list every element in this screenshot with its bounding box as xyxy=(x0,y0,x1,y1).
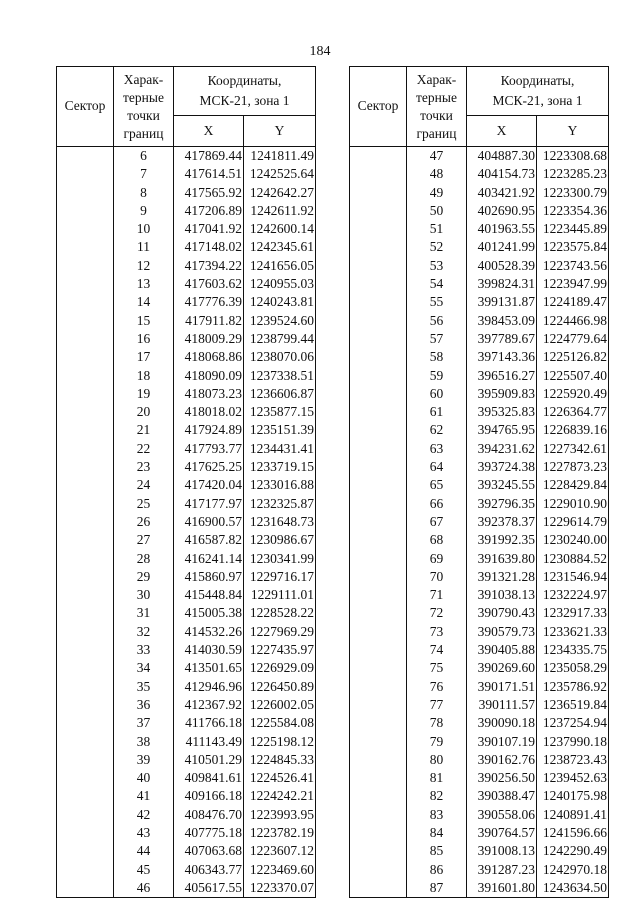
y-coordinate: 1223308.68 xyxy=(537,147,609,166)
point-number: 12 xyxy=(114,257,174,275)
y-coordinate: 1224845.33 xyxy=(244,751,316,769)
x-coordinate: 418009.29 xyxy=(174,330,244,348)
x-coordinate: 390107.19 xyxy=(467,733,537,751)
y-coordinate: 1237338.51 xyxy=(244,367,316,385)
y-coordinate: 1224189.47 xyxy=(537,293,609,311)
y-coordinate: 1235877.15 xyxy=(244,403,316,421)
point-number: 60 xyxy=(407,385,467,403)
y-coordinate: 1223469.60 xyxy=(244,861,316,879)
x-coordinate: 399824.31 xyxy=(467,275,537,293)
point-number: 16 xyxy=(114,330,174,348)
y-coordinate: 1242290.49 xyxy=(537,842,609,860)
x-coordinate: 414532.26 xyxy=(174,623,244,641)
point-number: 86 xyxy=(407,861,467,879)
point-number: 39 xyxy=(114,751,174,769)
x-coordinate: 391008.13 xyxy=(467,842,537,860)
y-coordinate: 1223993.95 xyxy=(244,806,316,824)
point-number: 13 xyxy=(114,275,174,293)
y-coordinate: 1223445.89 xyxy=(537,220,609,238)
point-number: 57 xyxy=(407,330,467,348)
y-coordinate: 1223285.23 xyxy=(537,165,609,183)
y-coordinate: 1226364.77 xyxy=(537,403,609,421)
point-number: 48 xyxy=(407,165,467,183)
header-point-line: точки xyxy=(420,107,453,123)
x-coordinate: 417625.25 xyxy=(174,458,244,476)
y-coordinate: 1226839.16 xyxy=(537,421,609,439)
point-number: 67 xyxy=(407,513,467,531)
y-coordinate: 1230986.67 xyxy=(244,531,316,549)
x-coordinate: 401241.99 xyxy=(467,238,537,256)
y-coordinate: 1243634.50 xyxy=(537,879,609,898)
y-coordinate: 1223370.07 xyxy=(244,879,316,898)
header-point-line: точки xyxy=(127,107,160,123)
y-coordinate: 1223607.12 xyxy=(244,842,316,860)
x-coordinate: 390162.76 xyxy=(467,751,537,769)
x-coordinate: 404154.73 xyxy=(467,165,537,183)
y-coordinate: 1235151.39 xyxy=(244,421,316,439)
x-coordinate: 391038.13 xyxy=(467,586,537,604)
x-coordinate: 415448.84 xyxy=(174,586,244,604)
point-number: 22 xyxy=(114,440,174,458)
point-number: 31 xyxy=(114,604,174,622)
y-coordinate: 1238070.06 xyxy=(244,348,316,366)
y-coordinate: 1230884.52 xyxy=(537,550,609,568)
point-number: 19 xyxy=(114,385,174,403)
table-row xyxy=(57,147,316,166)
y-coordinate: 1229111.01 xyxy=(244,586,316,604)
x-coordinate: 390790.43 xyxy=(467,604,537,622)
y-coordinate: 1240243.81 xyxy=(244,293,316,311)
point-number: 79 xyxy=(407,733,467,751)
y-coordinate: 1241596.66 xyxy=(537,824,609,842)
y-coordinate: 1226929.09 xyxy=(244,659,316,677)
header-coord-line: Координаты, xyxy=(500,73,575,88)
x-coordinate: 417420.04 xyxy=(174,476,244,494)
point-number: 58 xyxy=(407,348,467,366)
x-coordinate: 411143.49 xyxy=(174,733,244,751)
point-number: 32 xyxy=(114,623,174,641)
x-coordinate: 412946.96 xyxy=(174,678,244,696)
point-number: 72 xyxy=(407,604,467,622)
x-coordinate: 416587.82 xyxy=(174,531,244,549)
point-number: 80 xyxy=(407,751,467,769)
x-coordinate: 391287.23 xyxy=(467,861,537,879)
header-coord-line: МСК-21, зона 1 xyxy=(492,93,583,108)
y-coordinate: 1223575.84 xyxy=(537,238,609,256)
x-coordinate: 404887.30 xyxy=(467,147,537,166)
table-row xyxy=(350,147,609,166)
x-coordinate: 394231.62 xyxy=(467,440,537,458)
x-coordinate: 417603.62 xyxy=(174,275,244,293)
y-coordinate: 1233016.88 xyxy=(244,476,316,494)
x-coordinate: 390405.88 xyxy=(467,641,537,659)
y-coordinate: 1229010.90 xyxy=(537,495,609,513)
point-number: 29 xyxy=(114,568,174,586)
y-coordinate: 1223300.79 xyxy=(537,184,609,202)
table-body-left xyxy=(57,147,316,898)
point-number: 27 xyxy=(114,531,174,549)
point-number: 23 xyxy=(114,458,174,476)
point-number: 21 xyxy=(114,421,174,439)
point-number: 87 xyxy=(407,879,467,898)
x-coordinate: 395325.83 xyxy=(467,403,537,421)
x-coordinate: 393245.55 xyxy=(467,476,537,494)
x-coordinate: 398453.09 xyxy=(467,312,537,330)
sector-cell xyxy=(57,147,114,898)
x-coordinate: 415860.97 xyxy=(174,568,244,586)
x-coordinate: 399131.87 xyxy=(467,293,537,311)
coordinates-table-left xyxy=(56,66,316,898)
header-point-line: Харак- xyxy=(416,71,457,87)
point-number: 82 xyxy=(407,787,467,805)
y-coordinate: 1242345.61 xyxy=(244,238,316,256)
point-number: 6 xyxy=(114,147,174,166)
point-number: 81 xyxy=(407,769,467,787)
header-coord-line: Координаты, xyxy=(207,73,282,88)
x-coordinate: 417614.51 xyxy=(174,165,244,183)
x-coordinate: 409841.61 xyxy=(174,769,244,787)
y-coordinate: 1240175.98 xyxy=(537,787,609,805)
x-coordinate: 407063.68 xyxy=(174,842,244,860)
point-number: 65 xyxy=(407,476,467,494)
y-coordinate: 1239452.63 xyxy=(537,769,609,787)
y-coordinate: 1223782.19 xyxy=(244,824,316,842)
point-number: 53 xyxy=(407,257,467,275)
y-coordinate: 1227969.29 xyxy=(244,623,316,641)
header-coordinates xyxy=(174,67,316,116)
header-coordinates xyxy=(467,67,609,116)
point-number: 54 xyxy=(407,275,467,293)
x-coordinate: 413501.65 xyxy=(174,659,244,677)
y-coordinate: 1224466.98 xyxy=(537,312,609,330)
point-number: 75 xyxy=(407,659,467,677)
y-coordinate: 1223743.56 xyxy=(537,257,609,275)
header-point-line: терные xyxy=(416,89,457,105)
x-coordinate: 418018.02 xyxy=(174,403,244,421)
x-coordinate: 408476.70 xyxy=(174,806,244,824)
point-number: 20 xyxy=(114,403,174,421)
y-coordinate: 1224526.41 xyxy=(244,769,316,787)
point-number: 66 xyxy=(407,495,467,513)
y-coordinate: 1240891.41 xyxy=(537,806,609,824)
y-coordinate: 1242642.27 xyxy=(244,184,316,202)
y-coordinate: 1226002.05 xyxy=(244,696,316,714)
y-coordinate: 1238723.43 xyxy=(537,751,609,769)
header-characteristic-points xyxy=(407,67,467,147)
point-number: 36 xyxy=(114,696,174,714)
y-coordinate: 1231546.94 xyxy=(537,568,609,586)
y-coordinate: 1229716.17 xyxy=(244,568,316,586)
point-number: 71 xyxy=(407,586,467,604)
x-coordinate: 418090.09 xyxy=(174,367,244,385)
x-coordinate: 409166.18 xyxy=(174,787,244,805)
y-coordinate: 1225507.40 xyxy=(537,367,609,385)
header-y: Y xyxy=(244,116,316,147)
point-number: 64 xyxy=(407,458,467,476)
y-coordinate: 1224779.64 xyxy=(537,330,609,348)
point-number: 30 xyxy=(114,586,174,604)
y-coordinate: 1235786.92 xyxy=(537,678,609,696)
point-number: 35 xyxy=(114,678,174,696)
point-number: 26 xyxy=(114,513,174,531)
y-coordinate: 1237990.18 xyxy=(537,733,609,751)
x-coordinate: 390764.57 xyxy=(467,824,537,842)
header-point-line: Харак- xyxy=(123,71,164,87)
header-y: Y xyxy=(537,116,609,147)
point-number: 46 xyxy=(114,879,174,898)
y-coordinate: 1229614.79 xyxy=(537,513,609,531)
y-coordinate: 1225198.12 xyxy=(244,733,316,751)
point-number: 51 xyxy=(407,220,467,238)
y-coordinate: 1225126.82 xyxy=(537,348,609,366)
x-coordinate: 406343.77 xyxy=(174,861,244,879)
x-coordinate: 390256.50 xyxy=(467,769,537,787)
x-coordinate: 417565.92 xyxy=(174,184,244,202)
x-coordinate: 400528.39 xyxy=(467,257,537,275)
point-number: 18 xyxy=(114,367,174,385)
x-coordinate: 390111.57 xyxy=(467,696,537,714)
x-coordinate: 417041.92 xyxy=(174,220,244,238)
point-number: 15 xyxy=(114,312,174,330)
point-number: 45 xyxy=(114,861,174,879)
x-coordinate: 390090.18 xyxy=(467,714,537,732)
page-number: 184 xyxy=(309,44,331,59)
y-coordinate: 1242970.18 xyxy=(537,861,609,879)
header-point-line: границ xyxy=(416,125,457,141)
point-number: 24 xyxy=(114,476,174,494)
point-number: 41 xyxy=(114,787,174,805)
x-coordinate: 412367.92 xyxy=(174,696,244,714)
table-body-right xyxy=(350,147,609,898)
point-number: 74 xyxy=(407,641,467,659)
point-number: 49 xyxy=(407,184,467,202)
point-number: 7 xyxy=(114,165,174,183)
header-x: X xyxy=(174,116,244,147)
x-coordinate: 414030.59 xyxy=(174,641,244,659)
point-number: 84 xyxy=(407,824,467,842)
y-coordinate: 1225920.49 xyxy=(537,385,609,403)
y-coordinate: 1232917.33 xyxy=(537,604,609,622)
y-coordinate: 1241811.49 xyxy=(244,147,316,166)
x-coordinate: 416900.57 xyxy=(174,513,244,531)
header-sector: Сектор xyxy=(57,67,114,147)
x-coordinate: 393724.38 xyxy=(467,458,537,476)
x-coordinate: 390388.47 xyxy=(467,787,537,805)
x-coordinate: 407775.18 xyxy=(174,824,244,842)
point-number: 38 xyxy=(114,733,174,751)
header-sector: Сектор xyxy=(350,67,407,147)
x-coordinate: 390269.60 xyxy=(467,659,537,677)
header-point-line: терные xyxy=(123,89,164,105)
point-number: 77 xyxy=(407,696,467,714)
point-number: 85 xyxy=(407,842,467,860)
point-number: 10 xyxy=(114,220,174,238)
y-coordinate: 1231648.73 xyxy=(244,513,316,531)
sector-cell xyxy=(350,147,407,898)
x-coordinate: 415005.38 xyxy=(174,604,244,622)
y-coordinate: 1242600.14 xyxy=(244,220,316,238)
y-coordinate: 1238799.44 xyxy=(244,330,316,348)
point-number: 78 xyxy=(407,714,467,732)
point-number: 43 xyxy=(114,824,174,842)
x-coordinate: 417206.89 xyxy=(174,202,244,220)
point-number: 69 xyxy=(407,550,467,568)
point-number: 44 xyxy=(114,842,174,860)
point-number: 11 xyxy=(114,238,174,256)
point-number: 70 xyxy=(407,568,467,586)
point-number: 73 xyxy=(407,623,467,641)
x-coordinate: 417776.39 xyxy=(174,293,244,311)
point-number: 33 xyxy=(114,641,174,659)
y-coordinate: 1233621.33 xyxy=(537,623,609,641)
header-point-line: границ xyxy=(123,125,164,141)
x-coordinate: 410501.29 xyxy=(174,751,244,769)
x-coordinate: 417869.44 xyxy=(174,147,244,166)
x-coordinate: 397789.67 xyxy=(467,330,537,348)
x-coordinate: 391601.80 xyxy=(467,879,537,898)
x-coordinate: 403421.92 xyxy=(467,184,537,202)
y-coordinate: 1242611.92 xyxy=(244,202,316,220)
y-coordinate: 1233719.15 xyxy=(244,458,316,476)
point-number: 63 xyxy=(407,440,467,458)
x-coordinate: 392378.37 xyxy=(467,513,537,531)
y-coordinate: 1234431.41 xyxy=(244,440,316,458)
x-coordinate: 417911.82 xyxy=(174,312,244,330)
y-coordinate: 1228528.22 xyxy=(244,604,316,622)
y-coordinate: 1224242.21 xyxy=(244,787,316,805)
x-coordinate: 392796.35 xyxy=(467,495,537,513)
y-coordinate: 1242525.64 xyxy=(244,165,316,183)
y-coordinate: 1232325.87 xyxy=(244,495,316,513)
x-coordinate: 418068.86 xyxy=(174,348,244,366)
y-coordinate: 1236519.84 xyxy=(537,696,609,714)
point-number: 28 xyxy=(114,550,174,568)
point-number: 62 xyxy=(407,421,467,439)
x-coordinate: 417394.22 xyxy=(174,257,244,275)
x-coordinate: 397143.36 xyxy=(467,348,537,366)
x-coordinate: 394765.95 xyxy=(467,421,537,439)
point-number: 68 xyxy=(407,531,467,549)
x-coordinate: 402690.95 xyxy=(467,202,537,220)
y-coordinate: 1232224.97 xyxy=(537,586,609,604)
y-coordinate: 1239524.60 xyxy=(244,312,316,330)
point-number: 14 xyxy=(114,293,174,311)
x-coordinate: 390558.06 xyxy=(467,806,537,824)
x-coordinate: 401963.55 xyxy=(467,220,537,238)
x-coordinate: 390579.73 xyxy=(467,623,537,641)
y-coordinate: 1237254.94 xyxy=(537,714,609,732)
y-coordinate: 1234335.75 xyxy=(537,641,609,659)
x-coordinate: 395909.83 xyxy=(467,385,537,403)
x-coordinate: 390171.51 xyxy=(467,678,537,696)
x-coordinate: 405617.55 xyxy=(174,879,244,898)
point-number: 37 xyxy=(114,714,174,732)
point-number: 61 xyxy=(407,403,467,421)
y-coordinate: 1240955.03 xyxy=(244,275,316,293)
x-coordinate: 391992.35 xyxy=(467,531,537,549)
x-coordinate: 417177.97 xyxy=(174,495,244,513)
y-coordinate: 1226450.89 xyxy=(244,678,316,696)
y-coordinate: 1230240.00 xyxy=(537,531,609,549)
point-number: 52 xyxy=(407,238,467,256)
x-coordinate: 416241.14 xyxy=(174,550,244,568)
x-coordinate: 417793.77 xyxy=(174,440,244,458)
y-coordinate: 1230341.99 xyxy=(244,550,316,568)
x-coordinate: 396516.27 xyxy=(467,367,537,385)
point-number: 42 xyxy=(114,806,174,824)
point-number: 40 xyxy=(114,769,174,787)
point-number: 47 xyxy=(407,147,467,166)
coordinates-table-right xyxy=(349,66,609,898)
y-coordinate: 1235058.29 xyxy=(537,659,609,677)
point-number: 83 xyxy=(407,806,467,824)
point-number: 50 xyxy=(407,202,467,220)
point-number: 9 xyxy=(114,202,174,220)
y-coordinate: 1227435.97 xyxy=(244,641,316,659)
y-coordinate: 1223354.36 xyxy=(537,202,609,220)
x-coordinate: 391321.28 xyxy=(467,568,537,586)
y-coordinate: 1228429.84 xyxy=(537,476,609,494)
x-coordinate: 417148.02 xyxy=(174,238,244,256)
x-coordinate: 418073.23 xyxy=(174,385,244,403)
x-coordinate: 417924.89 xyxy=(174,421,244,439)
point-number: 76 xyxy=(407,678,467,696)
point-number: 55 xyxy=(407,293,467,311)
point-number: 25 xyxy=(114,495,174,513)
header-coord-line: МСК-21, зона 1 xyxy=(199,93,290,108)
y-coordinate: 1223947.99 xyxy=(537,275,609,293)
x-coordinate: 391639.80 xyxy=(467,550,537,568)
y-coordinate: 1227342.61 xyxy=(537,440,609,458)
point-number: 17 xyxy=(114,348,174,366)
y-coordinate: 1236606.87 xyxy=(244,385,316,403)
point-number: 8 xyxy=(114,184,174,202)
y-coordinate: 1227873.23 xyxy=(537,458,609,476)
point-number: 34 xyxy=(114,659,174,677)
x-coordinate: 411766.18 xyxy=(174,714,244,732)
point-number: 59 xyxy=(407,367,467,385)
y-coordinate: 1241656.05 xyxy=(244,257,316,275)
header-characteristic-points xyxy=(114,67,174,147)
header-x: X xyxy=(467,116,537,147)
point-number: 56 xyxy=(407,312,467,330)
y-coordinate: 1225584.08 xyxy=(244,714,316,732)
